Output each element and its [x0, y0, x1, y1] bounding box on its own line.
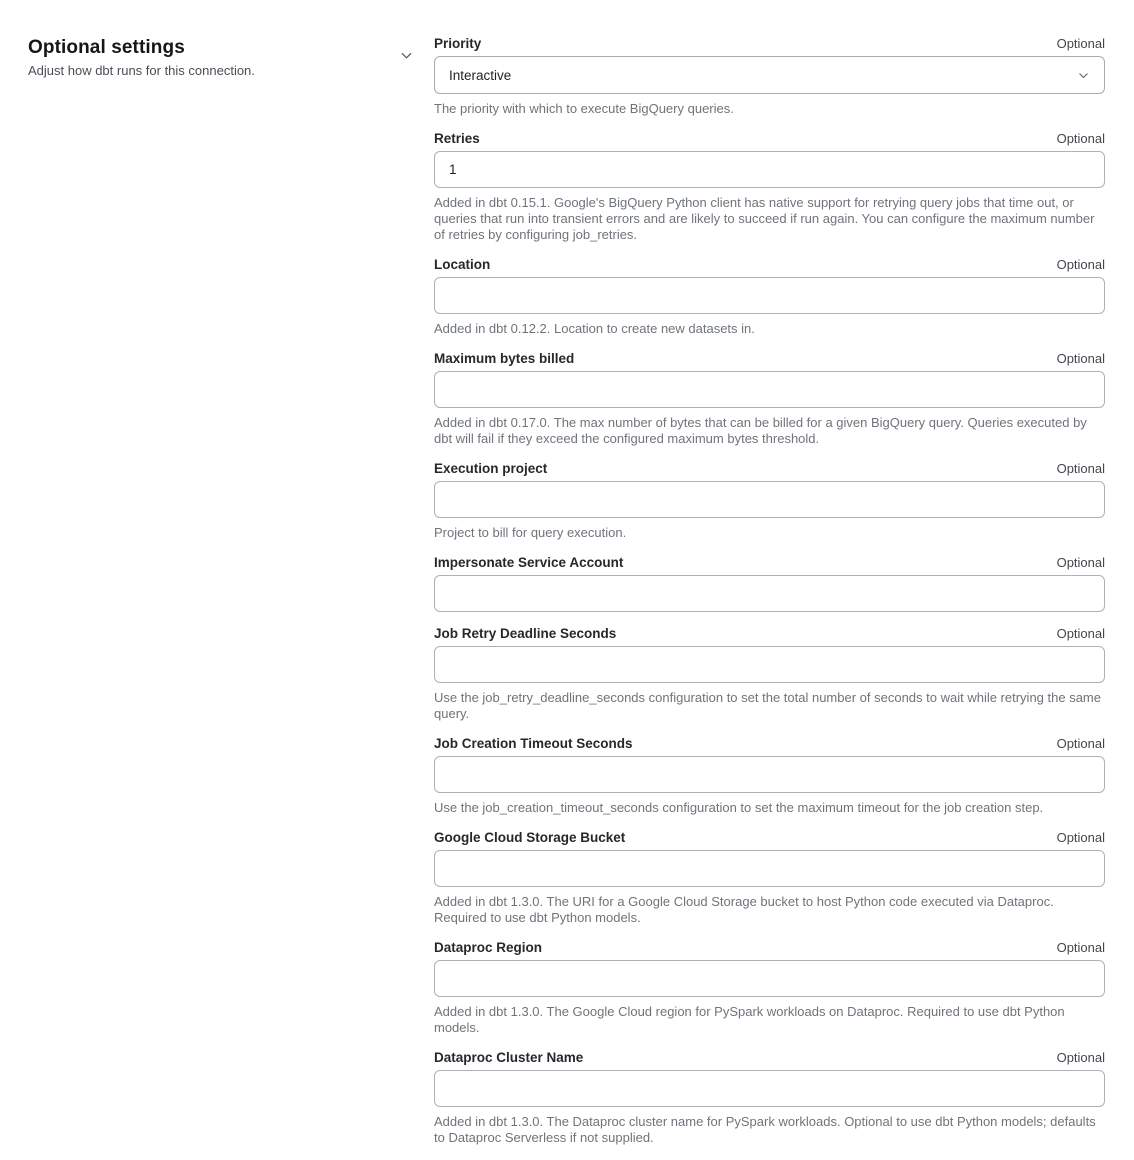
field-help: The priority with which to execute BigQuery queries. — [434, 101, 734, 116]
field-help: Added in dbt 1.3.0. The Google Cloud region for PySpark workloads on Dataproc. Required to use dbt Python models. — [434, 1004, 1065, 1035]
field-label: Maximum bytes billed — [434, 351, 575, 366]
optional-badge: Optional — [1056, 461, 1105, 476]
field-help: Project to bill for query execution. — [434, 525, 627, 540]
form-field-maximum-bytes-billed — [434, 351, 1105, 447]
optional-badge: Optional — [1056, 626, 1105, 641]
field-select-value: Interactive — [449, 67, 512, 83]
field-help: Added in dbt 1.3.0. The Dataproc cluster name for PySpark workloads. Optional to use dbt Python models; defaults to Dataproc Serverless if not supplied. — [434, 1114, 1096, 1145]
field-help: Added in dbt 0.17.0. The max number of bytes that can be billed for a given BigQuery query. Queries executed by dbt will fail if they exceed the configured maximum bytes threshold. — [434, 415, 1087, 446]
section-header-text — [28, 36, 255, 79]
field-label: Dataproc Region — [434, 940, 543, 955]
field-label: Dataproc Cluster Name — [434, 1050, 584, 1065]
form-field-job-creation-timeout-seconds — [434, 736, 1105, 816]
field-label-row — [434, 1050, 1105, 1065]
field-help: Added in dbt 0.12.2. Location to create new datasets in. — [434, 321, 755, 336]
field-label: Impersonate Service Account — [434, 555, 624, 570]
optional-badge: Optional — [1056, 736, 1105, 751]
section-header — [0, 0, 434, 79]
field-label-row — [434, 830, 1105, 845]
field-label-row — [434, 940, 1105, 955]
field-input[interactable] — [434, 646, 1105, 683]
section-collapse-button[interactable] — [397, 46, 416, 68]
field-input[interactable] — [434, 481, 1105, 518]
field-select[interactable] — [434, 56, 1105, 94]
form-field-job-retry-deadline-seconds — [434, 626, 1105, 722]
field-input[interactable] — [434, 1070, 1105, 1107]
form-field-dataproc-cluster-name — [434, 1050, 1105, 1146]
optional-badge: Optional — [1056, 257, 1105, 272]
chevron-down-icon — [399, 48, 414, 66]
field-label-row — [434, 36, 1105, 51]
optional-badge: Optional — [1056, 555, 1105, 570]
field-label: Job Creation Timeout Seconds — [434, 736, 633, 751]
section-title: Optional settings — [28, 37, 185, 58]
optional-badge: Optional — [1056, 131, 1105, 146]
form-field-priority — [434, 36, 1105, 117]
field-label-row — [434, 736, 1105, 751]
form-field-location — [434, 257, 1105, 337]
field-label: Google Cloud Storage Bucket — [434, 830, 626, 845]
field-label-row — [434, 461, 1105, 476]
optional-badge: Optional — [1056, 351, 1105, 366]
field-help: Added in dbt 0.15.1. Google's BigQuery Python client has native support for retrying query jobs that time out, or queries that run into transient errors and are likely to succeed if run again. You can configure the maximum number of retries by configuring job_retries. — [434, 195, 1095, 242]
field-input[interactable] — [434, 151, 1105, 188]
field-label: Job Retry Deadline Seconds — [434, 626, 617, 641]
field-label: Retries — [434, 131, 480, 146]
field-help: Use the job_retry_deadline_seconds configuration to set the total number of seconds to wait while retrying the same query. — [434, 690, 1101, 721]
form-field-dataproc-region — [434, 940, 1105, 1036]
optional-badge: Optional — [1056, 1050, 1105, 1065]
field-label: Priority — [434, 36, 482, 51]
field-input[interactable] — [434, 575, 1105, 612]
form-field-execution-project — [434, 461, 1105, 541]
field-label-row — [434, 351, 1105, 366]
form-field-google-cloud-storage-bucket — [434, 830, 1105, 926]
section-subtitle: Adjust how dbt runs for this connection. — [28, 63, 255, 78]
chevron-down-icon — [1077, 69, 1090, 82]
field-label-row — [434, 131, 1105, 146]
field-label-row — [434, 555, 1105, 570]
field-help: Use the job_creation_timeout_seconds configuration to set the maximum timeout for the job creation step. — [434, 800, 1044, 815]
field-label-row — [434, 257, 1105, 272]
field-label-row — [434, 626, 1105, 641]
form-field-retries — [434, 131, 1105, 243]
field-input[interactable] — [434, 756, 1105, 793]
field-input[interactable] — [434, 960, 1105, 997]
settings-form — [434, 0, 1105, 1160]
field-input[interactable] — [434, 850, 1105, 887]
form-field-impersonate-service-account — [434, 555, 1105, 612]
field-input[interactable] — [434, 277, 1105, 314]
optional-badge: Optional — [1056, 830, 1105, 845]
optional-badge: Optional — [1056, 36, 1105, 51]
optional-badge: Optional — [1056, 940, 1105, 955]
field-input[interactable] — [434, 371, 1105, 408]
field-label: Execution project — [434, 461, 548, 476]
field-help: Added in dbt 1.3.0. The URI for a Google Cloud Storage bucket to host Python code executed via Dataproc. Required to use dbt Python models. — [434, 894, 1054, 925]
field-label: Location — [434, 257, 491, 272]
